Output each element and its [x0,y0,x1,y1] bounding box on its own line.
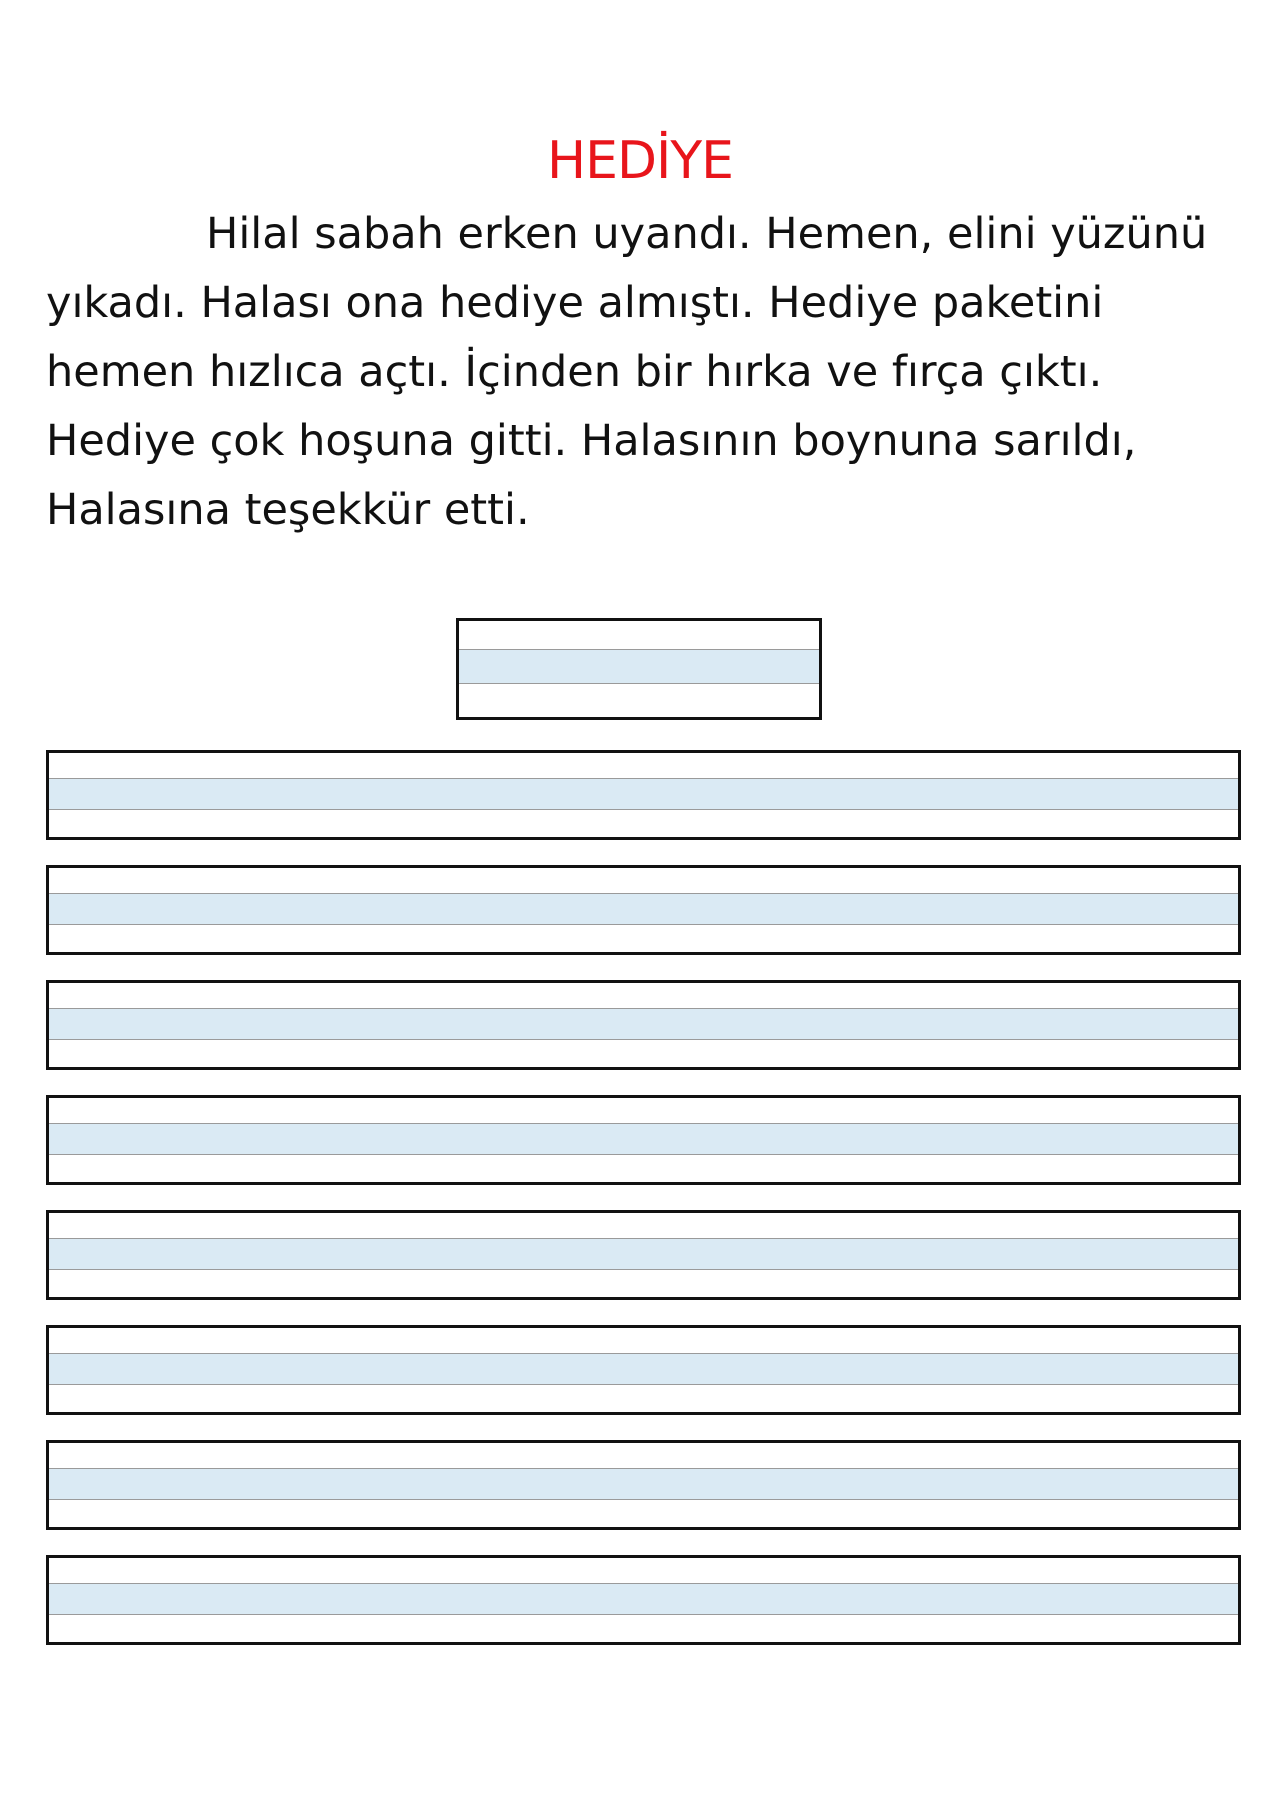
writing-row[interactable] [46,980,1241,1070]
guide-band [49,1238,1238,1270]
guide-band [459,649,819,685]
story-line: Hediye çok hoşuna gitti. Halasının boynuna sarıldı, [46,416,1137,466]
writing-row[interactable] [46,1325,1241,1415]
guide-band [49,1583,1238,1615]
guide-band [49,1468,1238,1500]
story-line: Hilal sabah erken uyandı. Hemen, elini yüzünü [206,209,1208,259]
guide-band [49,778,1238,810]
guide-band [49,1008,1238,1040]
writing-row[interactable] [46,1440,1241,1530]
guide-band [49,893,1238,925]
writing-row[interactable] [46,750,1241,840]
writing-row[interactable] [46,1210,1241,1300]
guide-band [49,1123,1238,1155]
story-text [46,200,1246,545]
page-title: HEDİYE [547,131,733,191]
story-line: yıkadı. Halası ona hediye almıştı. Hediye paketini [46,278,1104,328]
guide-band [49,1353,1238,1385]
title-writing-box[interactable] [456,618,822,720]
writing-row[interactable] [46,1095,1241,1185]
writing-row[interactable] [46,1555,1241,1645]
story-line: hemen hızlıca açtı. İçinden bir hırka ve fırça çıktı. [46,347,1103,397]
writing-row[interactable] [46,865,1241,955]
story-line: Halasına teşekkür etti. [46,485,530,535]
